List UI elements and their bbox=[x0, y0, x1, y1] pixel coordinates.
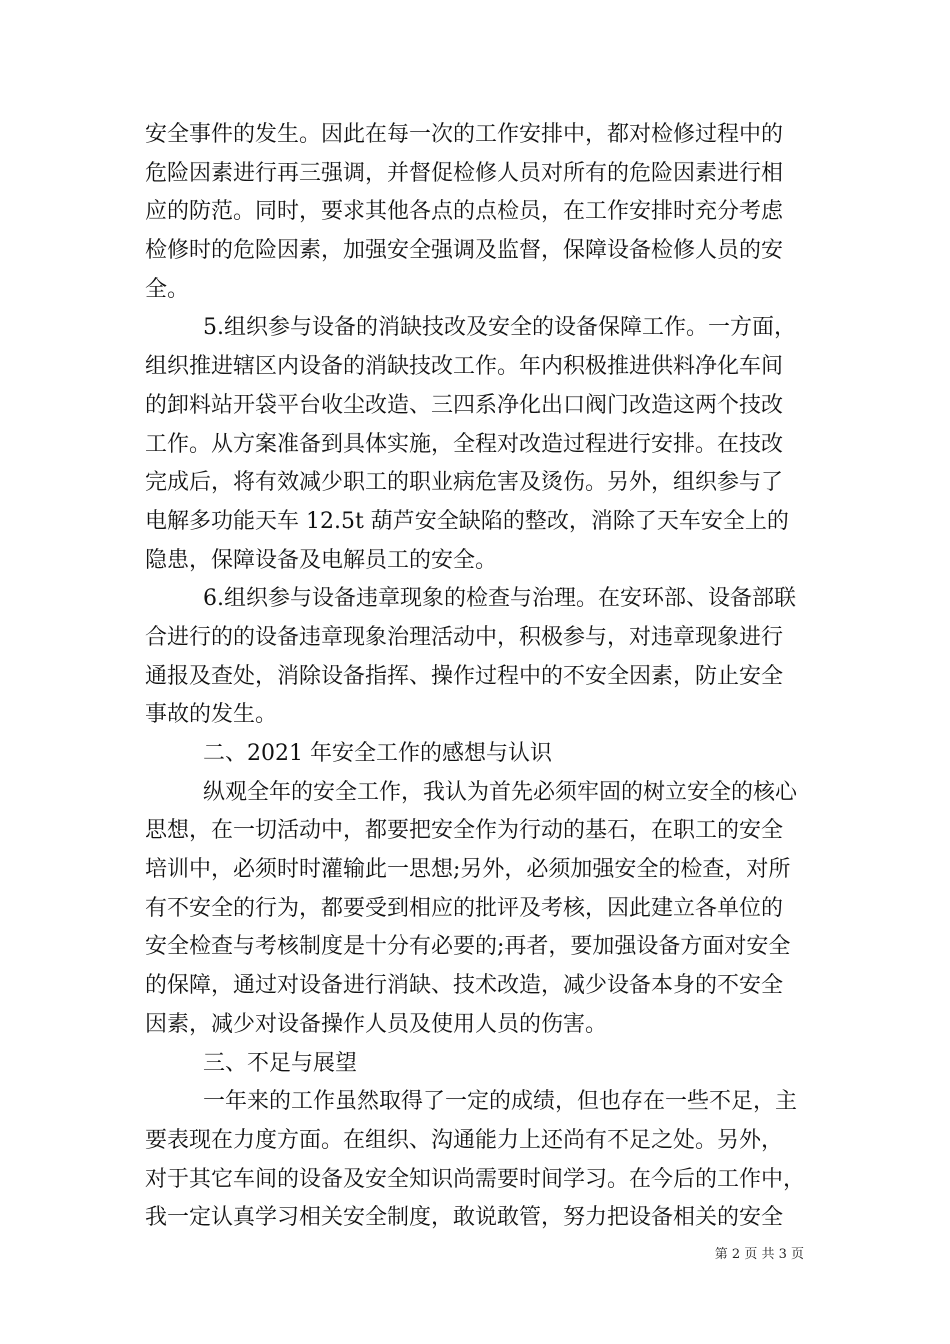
text-line: 检修时的危险因素，加强安全强调及监督，保障设备检修人员的安 bbox=[145, 238, 784, 264]
text-line: 应的防范。同时，要求其他各点的点检员，在工作安排时充分考虑 bbox=[145, 199, 784, 225]
text-line: 事故的发生。 bbox=[145, 702, 278, 728]
text-line: 完成后，将有效减少职工的职业病危害及烫伤。另外，组织参与了 bbox=[145, 470, 784, 496]
text-line: 工作。从方案准备到具体实施，全程对改造过程进行安排。在技改 bbox=[145, 431, 784, 457]
text-line: 纵观全年的安全工作，我认为首先必须牢固的树立安全的核心 bbox=[203, 779, 798, 805]
text-line: 思想，在一切活动中，都要把安全作为行动的基石，在职工的安全 bbox=[145, 818, 784, 844]
text-line: 的卸料站开袋平台收尘改造、三四系净化出口阀门改造这两个技改 bbox=[145, 392, 784, 418]
text-line: 我一定认真学习相关安全制度，敢说敢管，努力把设备相关的安全 bbox=[145, 1205, 784, 1231]
text-line: 危险因素进行再三强调，并督促检修人员对所有的危险因素进行相 bbox=[145, 160, 784, 186]
text-line: 全。 bbox=[145, 276, 190, 302]
text-line: 合进行的的设备违章现象治理活动中，积极参与，对违章现象进行 bbox=[145, 624, 784, 650]
text-line: 安全检查与考核制度是十分有必要的;再者，要加强设备方面对安全 bbox=[145, 934, 791, 960]
text-line: 培训中，必须时时灌输此一思想;另外，必须加强安全的检查，对所 bbox=[145, 857, 791, 883]
text-line: 三、不足与展望 bbox=[203, 1050, 358, 1076]
text-line: 有不安全的行为，都要受到相应的批评及考核，因此建立各单位的 bbox=[145, 895, 784, 921]
text-line: 安全事件的发生。因此在每一次的工作安排中，都对检修过程中的 bbox=[145, 122, 784, 147]
text-line: 二、2021 年安全工作的感想与认识 bbox=[203, 741, 552, 766]
text-line: 电解多功能天车 12.5t 葫芦安全缺陷的整改，消除了天车安全上的 bbox=[145, 508, 789, 534]
text-line: 隐患，保障设备及电解员工的安全。 bbox=[145, 547, 498, 573]
text-line: 因素，减少对设备操作人员及使用人员的伤害。 bbox=[145, 1011, 608, 1037]
text-line: 通报及查处，消除设备指挥、操作过程中的不安全因素，防止安全 bbox=[145, 663, 784, 689]
text-line: 要表现在力度方面。在组织、沟通能力上还尚有不足之处。另外， bbox=[145, 1127, 784, 1153]
text-line: 6.组织参与设备违章现象的检查与治理。在安环部、设备部联 bbox=[203, 586, 796, 612]
text-line: 对于其它车间的设备及安全知识尚需要时间学习。在今后的工作中， bbox=[145, 1166, 806, 1192]
text-line: 组织推进辖区内设备的消缺技改工作。年内积极推进供料净化车间 bbox=[145, 354, 784, 380]
document-body bbox=[145, 116, 810, 1238]
page-number: 第 2 页 共 3 页 bbox=[714, 1247, 804, 1262]
text-line: 一年来的工作虽然取得了一定的成绩，但也存在一些不足，主 bbox=[203, 1089, 798, 1115]
text-line: 的保障，通过对设备进行消缺、技术改造，减少设备本身的不安全 bbox=[145, 973, 784, 999]
text-line: 5.组织参与设备的消缺技改及安全的设备保障工作。一方面， bbox=[203, 315, 796, 341]
